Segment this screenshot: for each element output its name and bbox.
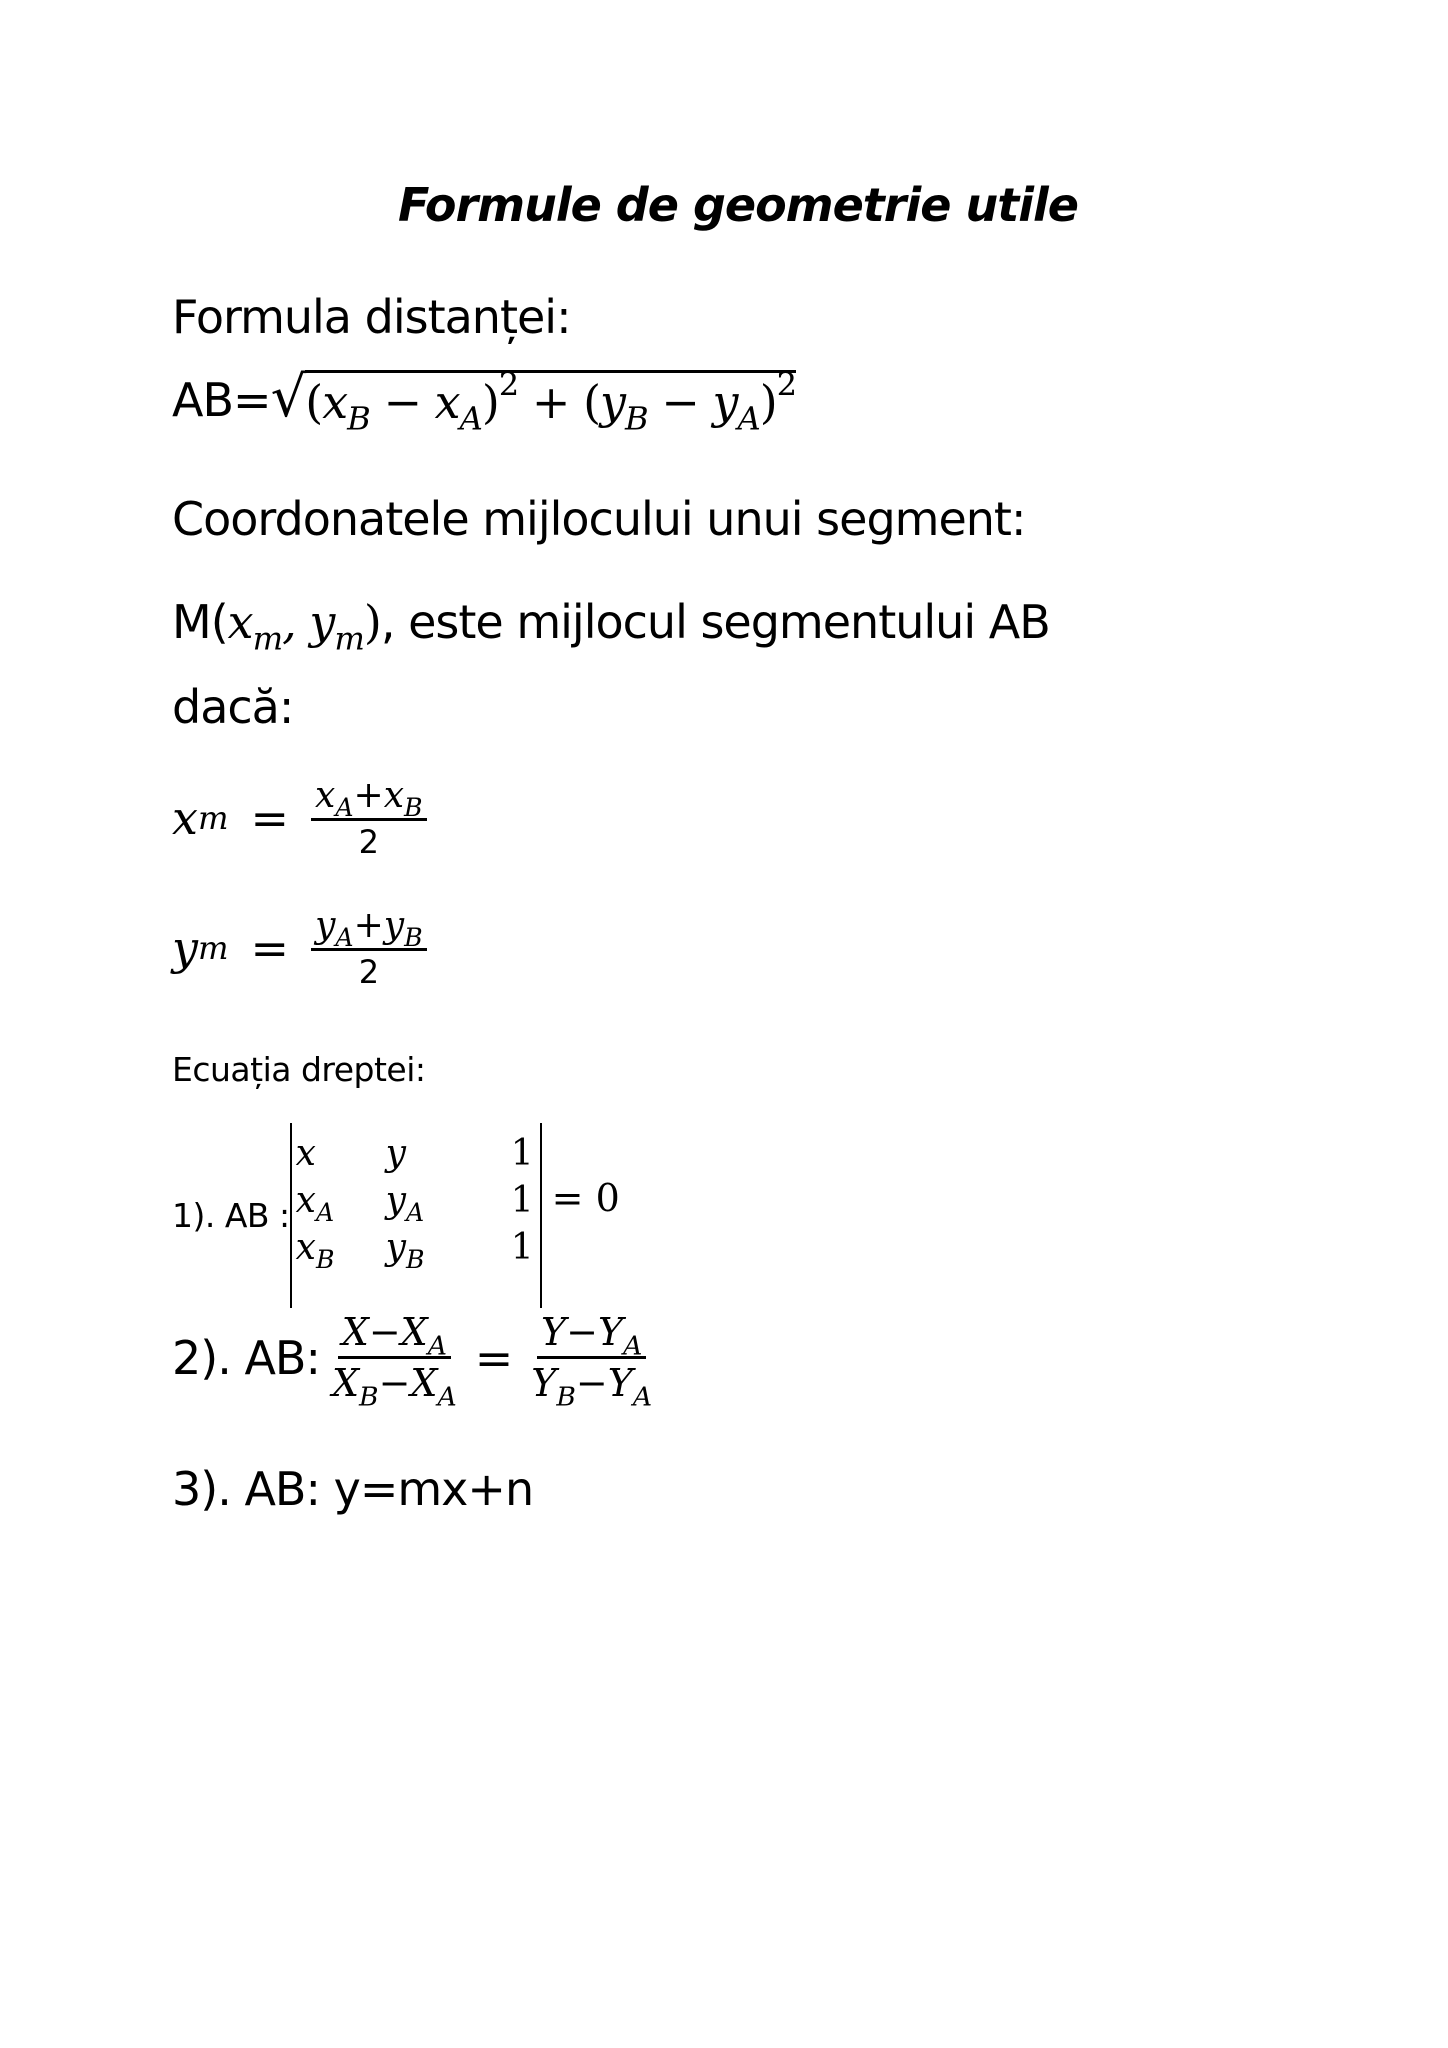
midpoint-statement: $M(x_m$, $y_m$), este mijlocul segmentului AB bbox=[172, 595, 1050, 658]
midpoint-heading: Coordonatele mijlocului unui segment: bbox=[172, 492, 1026, 546]
distance-formula bbox=[172, 365, 797, 438]
sqrt-radicand: $(x_B - x_A)^2 + (y_B - y_A)^2$ bbox=[305, 365, 797, 438]
right-fraction: $\frac{Y-Y_A}{Y_B-Y_A}$ bbox=[531, 1310, 653, 1413]
sqrt-icon: √ bbox=[270, 365, 306, 430]
method-1-label: 1). AB : bbox=[172, 1195, 290, 1235]
line-equation-method-2: 2). AB: $\frac{X-X_A}{X_B-X_A}$ = $\frac{Y-Y_A}{Y_B-Y_A}$ bbox=[172, 1310, 653, 1413]
determinant-rhs: = 0 bbox=[551, 1176, 620, 1220]
line-equation-heading: Ecuația dreptei: bbox=[172, 1050, 426, 1089]
distance-heading: Formula distanței: bbox=[172, 290, 571, 344]
distance-lhs: AB= bbox=[172, 372, 271, 427]
midpoint-x-formula: x m = $\frac{x_A+x_B}{2}$ bbox=[172, 775, 427, 861]
page-title: Formule de geometrie utile bbox=[398, 178, 1078, 232]
line-equation-method-1 bbox=[172, 1120, 620, 1310]
left-fraction: $\frac{X-X_A}{X_B-X_A}$ bbox=[331, 1310, 457, 1413]
midpoint-statement-line2: dacă: bbox=[172, 680, 294, 734]
determinant-matrix: x y 1 $x_A$ $y_A$ 1 $x_B$ $y_B$ 1 bbox=[290, 1123, 542, 1308]
line-equation-method-3: 3). AB: y=mx+n bbox=[172, 1462, 534, 1516]
midpoint-y-formula: y m = $\frac{y_A+y_B}{2}$ bbox=[172, 905, 427, 991]
square-root bbox=[270, 365, 797, 438]
method-2-label: 2). AB: bbox=[172, 1330, 320, 1385]
